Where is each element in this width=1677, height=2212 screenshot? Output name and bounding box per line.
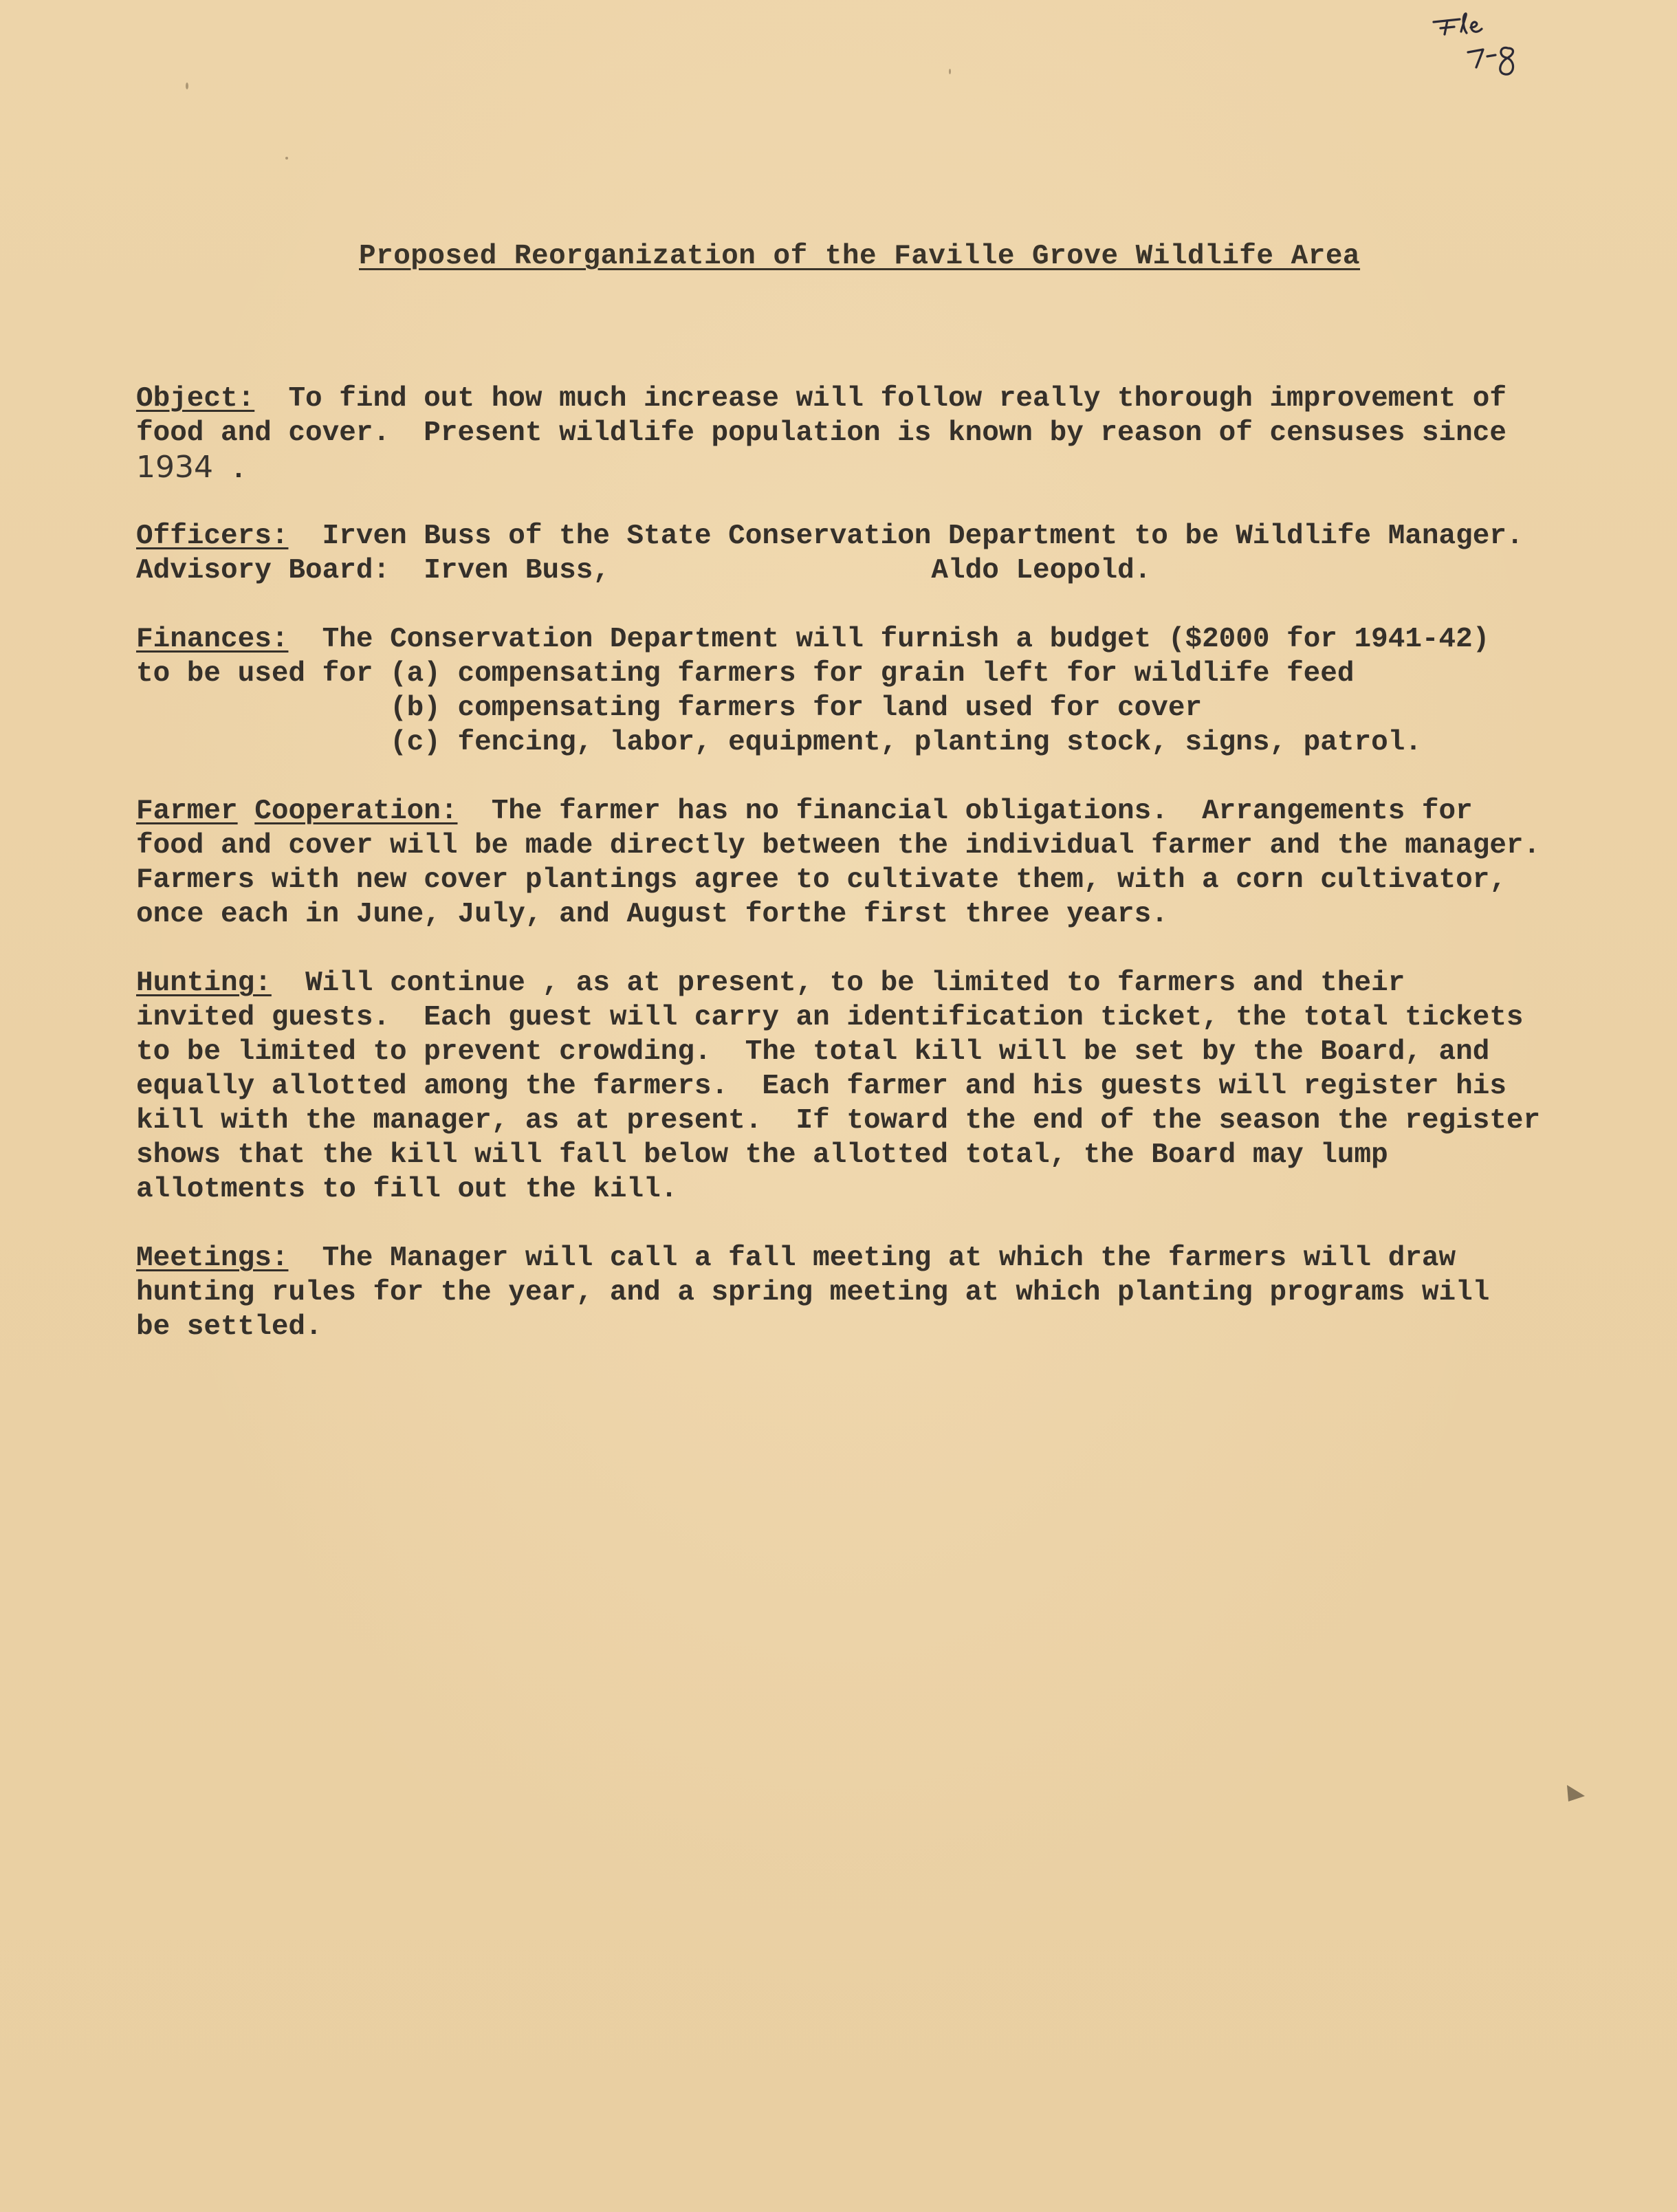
hunting-label: Hunting: — [136, 967, 272, 999]
object-section — [136, 382, 1506, 488]
officers-label: Officers: — [136, 521, 289, 552]
farmer-cooperation-text-line-4: once each in June, July, and August forthe first three years. — [136, 899, 1168, 930]
paper-speck — [949, 69, 951, 74]
document-title: Proposed Reorganization of the Faville Grove Wildlife Area — [359, 241, 1361, 272]
object-text-line-3: . — [230, 455, 248, 486]
hunting-text-line-3: to be limited to prevent crowding. The total kill will be set by the Board, and — [136, 1036, 1490, 1068]
farmer-cooperation-label-a: Farmer — [136, 796, 238, 827]
advisory-board-member-1: Irven Buss, — [424, 555, 610, 587]
finances-text-line-2: to be used for (a) compensating farmers for grain left for wildlife feed — [136, 658, 1355, 690]
advisory-board-member-2: Aldo Leopold. — [931, 555, 1152, 587]
hunting-section — [136, 966, 1540, 1207]
handwritten-file-note — [1420, 7, 1550, 89]
meetings-text-line-2: hunting rules for the year, and a spring meeting at which planting programs will — [136, 1277, 1490, 1308]
finances-section — [136, 622, 1489, 760]
finances-label: Finances: — [136, 624, 289, 655]
meetings-section — [136, 1241, 1489, 1344]
hunting-text-line-6: shows that the kill will fall below the allotted total, the Board may lump — [136, 1139, 1388, 1171]
hunting-text-line-1: Will continue , as at present, to be limited to farmers and their — [305, 967, 1405, 999]
farmer-cooperation-section — [136, 794, 1540, 932]
hunting-text-line-4: equally allotted among the farmers. Each farmer and his guests will register his — [136, 1071, 1506, 1102]
object-handwritten-year: 1934 — [136, 450, 213, 485]
object-label: Object: — [136, 383, 255, 415]
farmer-cooperation-text-line-2: food and cover will be made directly between the individual farmer and the manager. — [136, 830, 1541, 862]
meetings-text-line-3: be settled. — [136, 1311, 322, 1343]
hunting-text-line-7: allotments to fill out the kill. — [136, 1174, 678, 1205]
finances-text-line-1: The Conservation Department will furnish a budget ($2000 for 1941-42) — [322, 624, 1490, 655]
hunting-text-line-5: kill with the manager, as at present. If toward the end of the season the register — [136, 1105, 1541, 1137]
farmer-cooperation-text-line-3: Farmers with new cover plantings agree to cultivate them, with a corn cultivator, — [136, 864, 1506, 896]
meetings-label: Meetings: — [136, 1242, 289, 1274]
meetings-text-line-1: The Manager will call a fall meeting at which the farmers will draw — [322, 1242, 1456, 1274]
object-text-line-1: To find out how much increase will follow really thorough improvement of — [288, 383, 1506, 415]
farmer-cooperation-text-line-1: The farmer has no financial obligations. Arrangements for — [491, 796, 1473, 827]
farmer-cooperation-label-b: Cooperation: — [254, 796, 458, 827]
officers-section — [136, 519, 1524, 588]
finances-text-line-3: (b) compensating farmers for land used for cover — [390, 692, 1203, 724]
finances-text-line-4: (c) fencing, labor, equipment, planting stock, signs, patrol. — [390, 727, 1422, 758]
object-text-line-2: food and cover. Present wildlife population is known by reason of censuses since — [136, 417, 1506, 449]
advisory-board-label: Advisory Board: — [136, 555, 391, 587]
paper-speck — [186, 83, 188, 89]
paper-speck — [285, 157, 288, 160]
officers-text-line-1: Irven Buss of the State Conservation Department to be Wildlife Manager. — [322, 521, 1524, 552]
paper-mark — [1564, 1781, 1592, 1808]
hunting-text-line-2: invited guests. Each guest will carry an identification ticket, the total tickets — [136, 1002, 1524, 1033]
